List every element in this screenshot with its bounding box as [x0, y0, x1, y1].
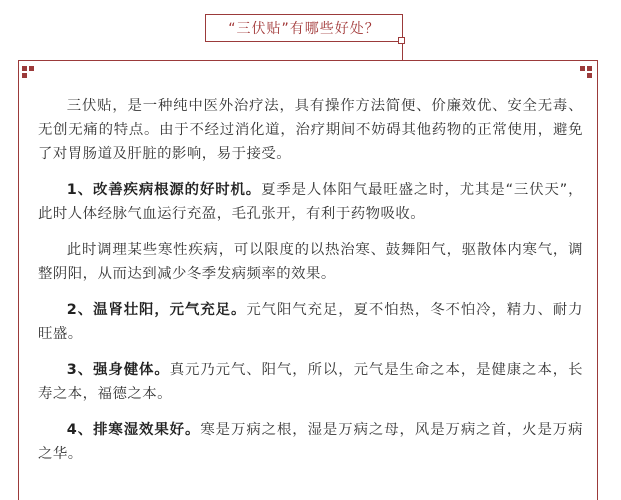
point-paragraph-3	[38, 358, 583, 406]
point-paragraph-2	[38, 298, 583, 346]
page-title	[205, 14, 403, 42]
point-body-1: 夏季是人体阳气最旺盛之时，尤其是“三伏天”，此时人体经脉气血运行充盈，毛孔张开，有利于药物吸收。	[38, 182, 583, 222]
point-heading-2: 2、温肾壮阳，元气充足。	[66, 302, 247, 318]
intro-text: 三伏贴，是一种纯中医外治疗法，具有操作方法简便、价廉效优、安全无毒、无创无痛的特点。由于不经过消化道，治疗期间不妨碍其他药物的正常使用，避免了对胃肠道及肝脏的影响，易于接受。	[38, 98, 583, 162]
point-body-3: 真元乃元气、阳气，所以，元气是生命之本，是健康之本，长寿之本，福德之本。	[38, 362, 583, 402]
page-title-text: “三伏贴”有哪些好处？	[228, 21, 380, 37]
point-heading-1: 1、改善疾病根源的好时机。	[66, 182, 262, 198]
point-heading-3: 3、强身健体。	[66, 362, 170, 378]
point-paragraph-4	[38, 418, 583, 466]
point-paragraph-1	[38, 178, 583, 226]
corner-ornament-left-icon	[22, 66, 34, 78]
point-body-4: 寒是万病之根，湿是万病之母，风是万病之首，火是万病之华。	[38, 422, 583, 462]
corner-ornament-right-icon	[580, 66, 592, 78]
point-paragraph-1b	[38, 238, 583, 286]
title-corner-square-icon	[398, 37, 405, 44]
point-heading-4: 4、排寒湿效果好。	[66, 422, 201, 438]
point-body-1b: 此时调理某些寒性疾病，可以限度的以热治寒、鼓舞阳气，驱散体内寒气，调整阴阳，从而达到减少冬季发病频率的效果。	[38, 242, 583, 282]
intro-paragraph	[38, 94, 583, 166]
title-connector-line	[402, 44, 403, 60]
article-body	[38, 94, 583, 478]
point-body-2: 元气阳气充足，夏不怕热，冬不怕冷，精力、耐力旺盛。	[38, 302, 583, 342]
